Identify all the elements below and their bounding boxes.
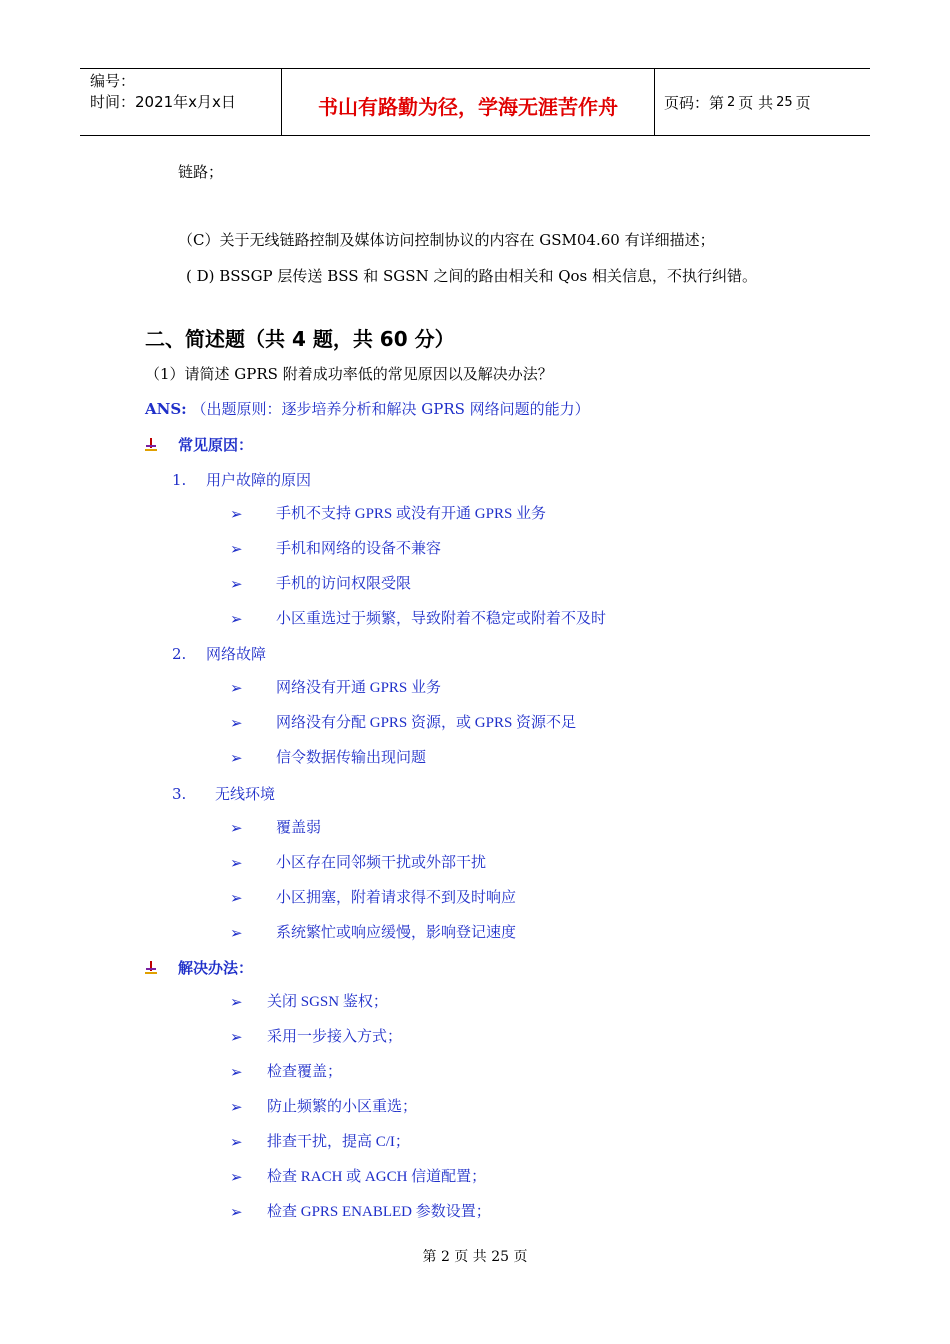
arrow-bullet-icon: ➢ <box>230 1168 243 1186</box>
group-title: 用户故障的原因 <box>206 471 312 489</box>
arrow-bullet-icon: ➢ <box>230 540 243 558</box>
page-indicator <box>655 69 870 135</box>
page-header <box>80 68 870 136</box>
solutions-title: 解决办法： <box>178 959 254 977</box>
arrow-bullet-icon: ➢ <box>230 1098 243 1116</box>
motto: 书山有路勤为径，学海无涯苦作舟 <box>282 69 655 135</box>
arrow-bullet-icon: ➢ <box>230 993 243 1011</box>
page-suffix: 页 <box>795 93 811 112</box>
list-item: 覆盖弱 <box>276 820 322 836</box>
arrow-bullet-icon: ➢ <box>230 575 243 593</box>
arrow-bullet-icon: ➢ <box>230 819 243 837</box>
text-d: ( D) BSSGP 层传送 BSS 和 SGSN 之间的路由相关和 Qos 相关信息，不执行纠错。 <box>186 267 758 285</box>
list-item: 小区拥塞，附着请求得不到及时响应 <box>276 890 517 906</box>
page-prefix: 页码：第 <box>664 93 725 112</box>
time-label: 时间：2021年x月x日 <box>90 93 236 111</box>
answer-line <box>145 399 590 419</box>
arrow-bullet-icon: ➢ <box>230 889 243 907</box>
arrow-bullet-icon: ➢ <box>230 610 243 628</box>
answer-label: ANS: <box>145 400 187 418</box>
page-mid: 页 共 <box>738 93 774 112</box>
arrow-bullet-icon: ➢ <box>230 714 243 732</box>
page-footer: 第 2 页 共 25 页 <box>422 1249 528 1265</box>
solution-item: 检查 GPRS ENABLED 参数设置； <box>267 1204 491 1220</box>
group-title: 网络故障 <box>206 645 267 663</box>
arrow-bullet-icon: ➢ <box>230 679 243 697</box>
arrow-bullet-icon: ➢ <box>230 1028 243 1046</box>
list-item: 手机和网络的设备不兼容 <box>276 541 442 557</box>
question: （1）请简述 GPRS 附着成功率低的常见原因以及解决办法？ <box>145 365 553 383</box>
text-c: （C）关于无线链路控制及媒体访问控制协议的内容在 GSM04.60 有详细描述； <box>178 231 715 249</box>
solution-item: 关闭 SGSN 鉴权； <box>267 994 388 1010</box>
arrow-bullet-icon: ➢ <box>230 924 243 942</box>
list-item: 系统繁忙或响应缓慢，影响登记速度 <box>276 925 517 941</box>
bullet-icon <box>144 961 158 975</box>
page-total: 25 <box>776 94 793 110</box>
arrow-bullet-icon: ➢ <box>230 1203 243 1221</box>
page-current: 2 <box>727 94 736 110</box>
answer-text: （出题原则：逐步培养分析和解决 GPRS 网络问题的能力） <box>191 400 590 418</box>
list-item: 网络没有分配 GPRS 资源，或 GPRS 资源不足 <box>276 715 577 731</box>
section-title: 二、简述题（共 4 题，共 60 分） <box>145 327 455 351</box>
group-title: 无线环境 <box>215 785 276 803</box>
group-num: 2. <box>172 645 187 663</box>
list-item: 小区存在同邻频干扰或外部干扰 <box>276 855 487 871</box>
arrow-bullet-icon: ➢ <box>230 1063 243 1081</box>
text-link: 链路； <box>178 163 224 181</box>
group-num: 1. <box>172 471 187 489</box>
solution-item: 防止频繁的小区重选； <box>267 1099 418 1115</box>
causes-title: 常见原因： <box>178 436 254 454</box>
list-item: 手机的访问权限受限 <box>276 576 412 592</box>
list-item: 小区重选过于频繁，导致附着不稳定或附着不及时 <box>276 611 607 627</box>
solution-item: 采用一步接入方式； <box>267 1029 403 1045</box>
arrow-bullet-icon: ➢ <box>230 749 243 767</box>
solution-item: 检查覆盖； <box>267 1064 343 1080</box>
solution-item: 排查干扰，提高 C/I； <box>267 1134 410 1150</box>
number-label: 编号： <box>90 72 136 90</box>
header-meta <box>80 69 282 135</box>
arrow-bullet-icon: ➢ <box>230 854 243 872</box>
list-item: 手机不支持 GPRS 或没有开通 GPRS 业务 <box>276 506 547 522</box>
bullet-icon <box>144 438 158 452</box>
list-item: 网络没有开通 GPRS 业务 <box>276 680 442 696</box>
arrow-bullet-icon: ➢ <box>230 1133 243 1151</box>
group-num: 3. <box>172 785 187 803</box>
arrow-bullet-icon: ➢ <box>230 505 243 523</box>
solution-item: 检查 RACH 或 AGCH 信道配置； <box>267 1169 487 1185</box>
list-item: 信令数据传输出现问题 <box>276 750 427 766</box>
